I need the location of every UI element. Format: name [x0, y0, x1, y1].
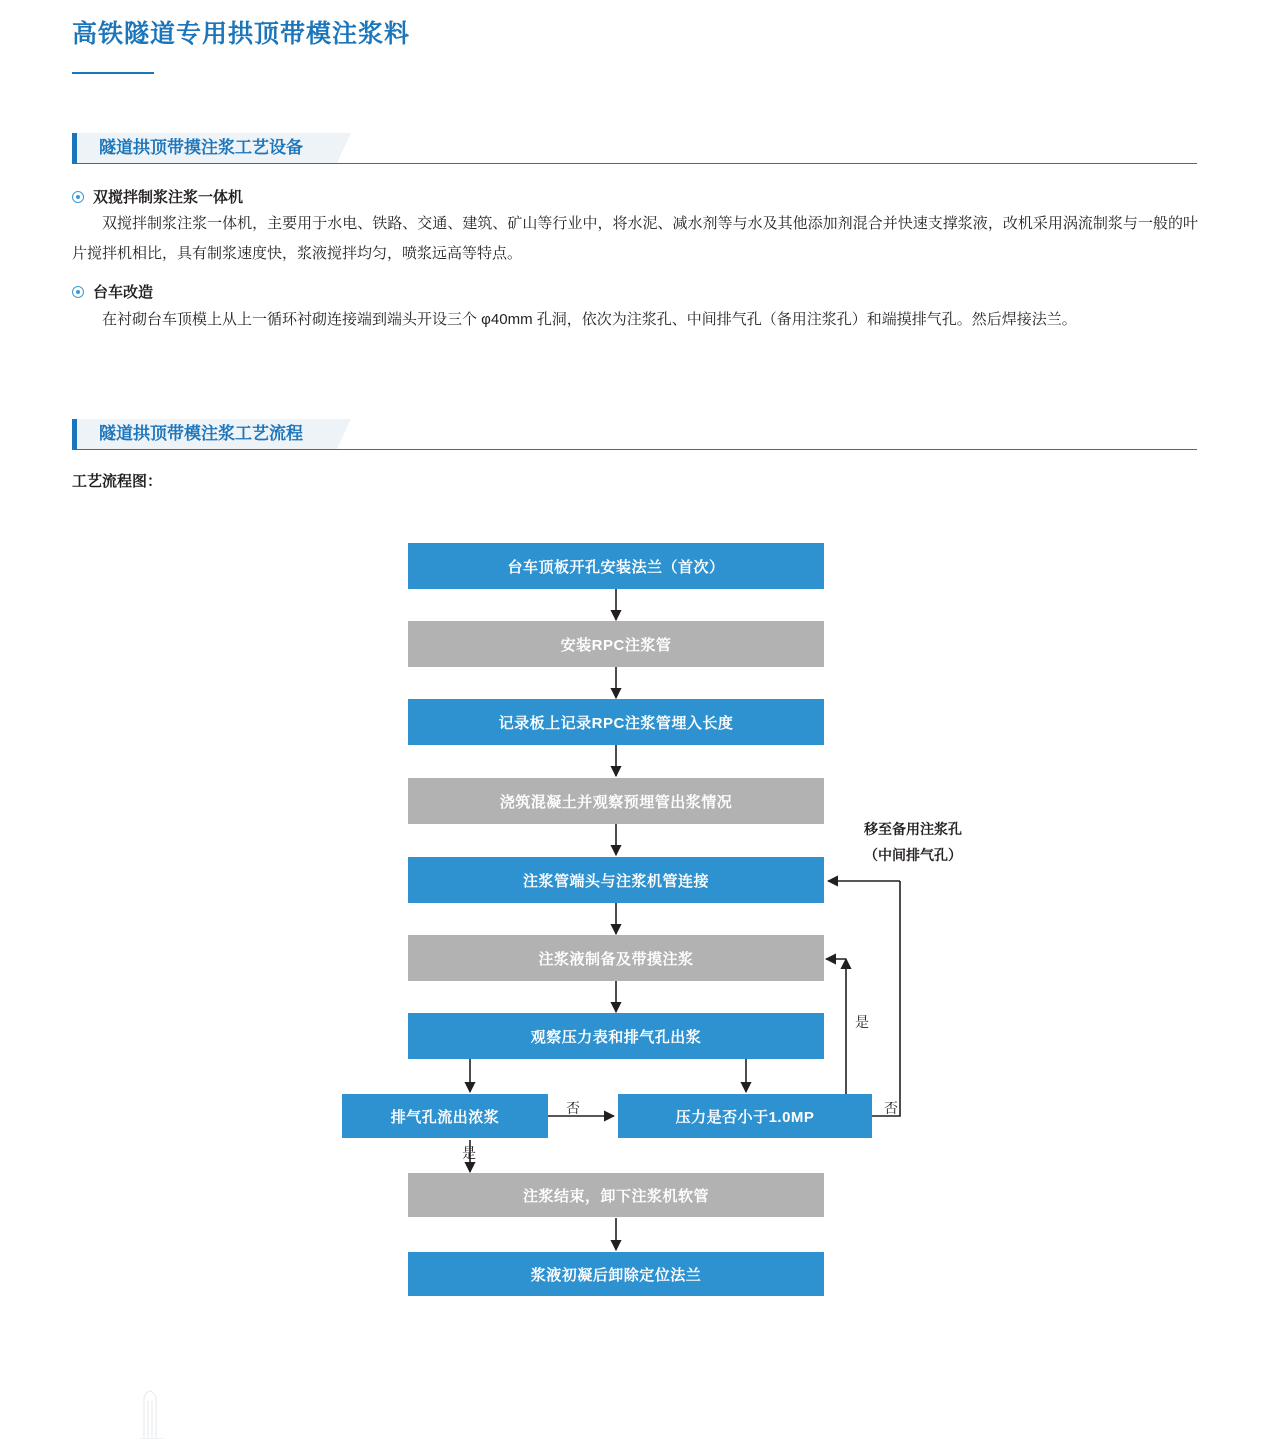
- section-title-process: 隧道拱顶带模注浆工艺流程: [72, 419, 337, 449]
- edge-label-yes-finish: 是: [462, 1145, 476, 1161]
- flow-side-note: [838, 816, 988, 868]
- bullet-label-mixer: 双搅拌制浆注浆一体机: [93, 189, 244, 206]
- flow-node-6: 注浆液制备及带摸注浆: [408, 935, 824, 981]
- circle-bullet-icon: [72, 286, 84, 298]
- flow-node-8: 排气孔流出浓浆: [342, 1094, 548, 1138]
- bullet-item-trolley: [72, 281, 153, 302]
- section-header-process: [72, 419, 337, 449]
- bullet-item-mixer: [72, 186, 243, 207]
- section-header-equipment: [72, 133, 337, 163]
- flow-node-1: 台车顶板开孔安装法兰（首次）: [408, 543, 824, 589]
- flow-node-10: 注浆结束，卸下注浆机软管: [408, 1173, 824, 1217]
- flow-node-11: 浆液初凝后卸除定位法兰: [408, 1252, 824, 1296]
- section-rule: [72, 163, 1197, 164]
- paragraph-trolley: 在衬砌台车顶模上从上一循环衬砌连接端到端头开设三个 φ40mm 孔洞，依次为注浆孔、中间排气孔（备用注浆孔）和端摸排气孔。然后焊接法兰。: [102, 311, 1077, 328]
- flow-node-9: 压力是否小于1.0MP: [618, 1094, 872, 1138]
- edge-label-no-loop: 否: [884, 1100, 898, 1116]
- flow-side-note-line2: （中间排气孔）: [864, 847, 962, 863]
- section-title-equipment: 隧道拱顶带摸注浆工艺设备: [72, 133, 337, 163]
- flow-node-7: 观察压力表和排气孔出浆: [408, 1013, 824, 1059]
- title-underline: [72, 72, 154, 74]
- flowchart-caption: 工艺流程图：: [72, 473, 163, 490]
- flow-node-4: 浇筑混凝土并观察预埋管出浆情况: [408, 778, 824, 824]
- section-rule: [72, 449, 1197, 450]
- paragraph-mixer: 双搅拌制浆注浆一体机，主要用于水电、铁路、交通、建筑、矿山等行业中，将水泥、减水剂等与水及其他添加剂混合并快速支撑浆液，改机采用涡流制浆与一般的叶片搅拌机相比，具有制浆速度快，浆液搅拌均匀，喷浆远高等特点。: [72, 215, 1198, 262]
- flow-side-note-line1: 移至备用注浆孔: [864, 821, 962, 837]
- flow-node-3: 记录板上记录RPC注浆管埋入长度: [408, 699, 824, 745]
- circle-bullet-icon: [72, 191, 84, 203]
- background-watermark-icon: [120, 1379, 260, 1439]
- edge-label-no-to-pressure: 否: [566, 1100, 580, 1116]
- flow-node-2: 安装RPC注浆管: [408, 621, 824, 667]
- edge-label-yes-loop: 是: [855, 1014, 869, 1030]
- bullet-label-trolley: 台车改造: [93, 284, 154, 301]
- flow-node-5: 注浆管端头与注浆机管连接: [408, 857, 824, 903]
- page-title: 高铁隧道专用拱顶带模注浆料: [72, 20, 411, 48]
